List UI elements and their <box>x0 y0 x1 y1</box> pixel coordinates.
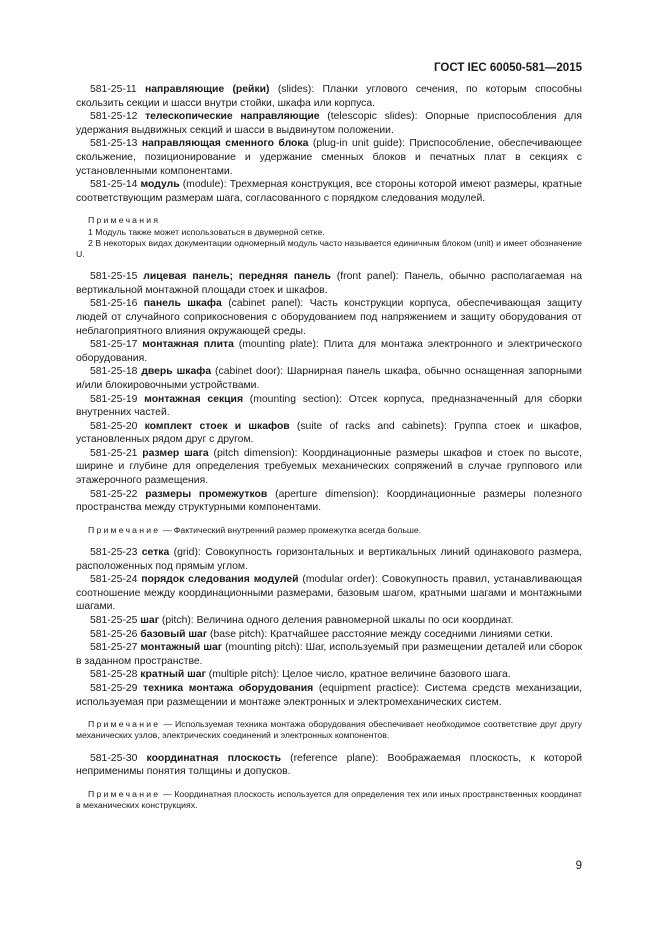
entry-definition: (mounting pitch): Шаг, используемый при размещении деталей или сборок в заданном пространстве. <box>76 642 582 667</box>
term-entry <box>76 546 582 573</box>
term-entry <box>76 641 582 668</box>
entry-number: 581-25-12 <box>90 111 138 123</box>
entry-term: направляющая сменного блока <box>141 138 309 150</box>
entry-number: 581-25-24 <box>90 574 138 586</box>
term-entry <box>76 628 582 642</box>
entry-term: монтажная секция <box>144 393 244 405</box>
entry-number: 581-25-18 <box>90 366 138 378</box>
entry-number: 581-25-21 <box>90 447 138 459</box>
entry-number: 581-25-26 <box>90 628 138 640</box>
note-text: — Координатная плоскость используется для определения тех или иных пространственных координат в механических конструкциях. <box>76 788 582 810</box>
entry-definition: (pitch dimension): Координационные размеры шкафов и стоек по высоте, ширине и глубине для определения требуемых механических сопряжений в случае группового или этажерочного размещения. <box>76 447 582 487</box>
note-item: 1 Модуль также может использоваться в двумерной сетке. <box>88 226 325 237</box>
entry-definition: (grid): Совокупность горизонтальных и вертикальных линий одинакового размера, расположенных под прямым углом. <box>76 547 582 572</box>
entry-definition: (mounting section): Отсек корпуса, предназначенный для сборки внутренних частей. <box>76 393 582 419</box>
entry-term: базовый шаг <box>140 628 208 640</box>
entry-term: техника монтажа оборудования <box>143 682 314 694</box>
entries-group-1 <box>76 83 582 205</box>
term-entry <box>76 488 582 515</box>
entries-group-4 <box>76 752 582 779</box>
term-entry <box>76 338 582 365</box>
entry-number: 581-25-13 <box>90 138 138 150</box>
entry-definition: (front panel): Панель, обычно располагаемая на вертикальной монтажной площади стоек и шкафов. <box>76 271 582 296</box>
entry-term: размер шага <box>142 447 209 459</box>
entry-definition: (base pitch): Кратчайшее расстояние между соседними линиями сетки. <box>207 628 553 640</box>
term-entry <box>76 365 582 392</box>
note-title: Примечание <box>88 524 161 535</box>
entry-number: 581-25-14 <box>90 179 138 191</box>
term-entry <box>76 137 582 178</box>
entry-term: комплект стоек и шкафов <box>144 420 290 432</box>
entry-definition: (reference plane): Воображаемая плоскость, к которой неприменимы понятия толщины и допусков. <box>76 752 582 778</box>
entries-group-3 <box>76 546 582 709</box>
entry-definition: (telescopic slides): Опорные приспособления для удержания выдвижных секций и шасси в выдвинутом положении. <box>76 111 582 136</box>
page-number: 9 <box>575 860 582 872</box>
entry-term: монтажный шаг <box>140 642 223 654</box>
entry-definition: (slides): Планки углового сечения, по которым способны скользить секции и шасси внутри стойки, шкафа или корпуса. <box>76 84 583 109</box>
entry-term: модуль <box>140 179 180 191</box>
entry-term: координатная плоскость <box>146 752 281 764</box>
entries-group-2 <box>76 270 582 515</box>
entry-term: телескопические направляющие <box>145 111 320 123</box>
term-entry <box>76 614 582 628</box>
entry-definition: (module): Трехмерная конструкция, все стороны которой имеют размеры, кратные соответствующим размерам шага, согласованного с порядком следования модулей. <box>76 179 582 204</box>
entry-definition: (multiple pitch): Целое число, кратное величине базового шага. <box>205 669 511 681</box>
term-entry <box>76 393 582 420</box>
note-text: — Используемая техника монтажа оборудования обеспечивает необходимое соответствие друг другу механических узлов, электрических соединений и электронных компонентов. <box>76 719 582 741</box>
entry-number: 581-25-17 <box>90 339 138 351</box>
entry-definition: (aperture dimension): Координационные размеры полезного пространства между структурными компонентами. <box>76 488 582 514</box>
entry-definition: (plug-in unit guide): Приспособление, обеспечивающее скольжение, позиционирование и удержание сменных блоков и печатных плат в секциях с установленными компонентами. <box>76 138 582 177</box>
entry-number: 581-25-19 <box>90 393 138 405</box>
note-title: Примечание <box>88 788 161 799</box>
entry-number: 581-25-15 <box>90 271 138 283</box>
note-item: 2 В некоторых видах документации одномерный модуль часто называется единичным блоком (unit) и имеет обозначение U. <box>76 237 582 259</box>
note-paragraph <box>76 525 582 536</box>
note-paragraph <box>76 719 582 741</box>
term-entry <box>76 297 582 338</box>
term-entry <box>76 83 582 110</box>
entry-definition: (modular order): Совокупность правил, устанавливающая соотношение между координационными размерами, базовым шагом, кратными шагами и монтажными шагами. <box>76 574 583 613</box>
entry-term: сетка <box>141 547 170 559</box>
entry-number: 581-25-27 <box>90 642 138 654</box>
entry-definition: (mounting plate): Плита для монтажа электронного и электрического оборудования. <box>76 339 582 364</box>
entry-term: лицевая панель; передняя панель <box>143 271 331 283</box>
standard-header: ГОСТ IEC 60050-581—2015 <box>434 62 582 74</box>
entry-number: 581-25-30 <box>90 752 138 764</box>
entry-term: размеры промежутков <box>145 488 268 500</box>
term-entry <box>76 270 582 297</box>
entry-definition: (cabinet panel): Часть конструкции корпуса, обеспечивающая защиту людей от случайного соприкосновения с оборудованием под напряжением и защиту оборудования от неблагоприятного влияния окружающей среды. <box>76 298 583 337</box>
entry-number: 581-25-16 <box>90 298 138 310</box>
entry-term: порядок следования модулей <box>141 574 299 586</box>
term-entry <box>76 682 582 709</box>
entry-term: кратный шаг <box>140 669 206 681</box>
entry-number: 581-25-28 <box>90 669 138 681</box>
entry-definition: (suite of racks and cabinets): Группа стоек и шкафов, установленных рядом друг с другом. <box>76 420 583 446</box>
note-text: — Фактический внутренний размер промежутка всегда больше. <box>160 524 422 535</box>
term-entry <box>76 668 582 682</box>
entry-number: 581-25-29 <box>90 682 138 694</box>
note-paragraph <box>76 789 582 811</box>
entry-number: 581-25-23 <box>90 547 138 559</box>
notes-block-1 <box>76 215 582 260</box>
entry-number: 581-25-22 <box>90 488 138 500</box>
entry-number: 581-25-25 <box>90 615 138 627</box>
entry-term: панель шкафа <box>143 298 222 310</box>
term-entry <box>76 447 582 488</box>
term-entry <box>76 178 582 205</box>
entry-term: шаг <box>140 615 160 627</box>
entry-number: 581-25-20 <box>90 420 138 432</box>
term-entry <box>76 110 582 137</box>
entry-definition: (pitch): Величина одного деления равномерной шкалы по оси координат. <box>159 615 514 627</box>
note-title: Примечание <box>88 719 161 730</box>
entry-term: направляющие (рейки) <box>144 84 270 95</box>
entry-definition: (cabinet door): Шарнирная панель шкафа, обычно оснащенная запорными и/или блокировочными устройствами. <box>76 366 582 391</box>
term-entry <box>76 752 582 779</box>
entry-term: монтажная плита <box>142 339 234 351</box>
entry-number: 581-25-11 <box>90 84 137 95</box>
notes-title: Примечания <box>88 215 161 226</box>
term-entry <box>76 573 582 614</box>
entry-term: дверь шкафа <box>141 366 212 378</box>
entry-definition: (equipment practice): Система средств механизации, используемая при размещении и монтаже электронных и электромеханических систем. <box>76 682 583 708</box>
term-entry <box>76 420 582 447</box>
